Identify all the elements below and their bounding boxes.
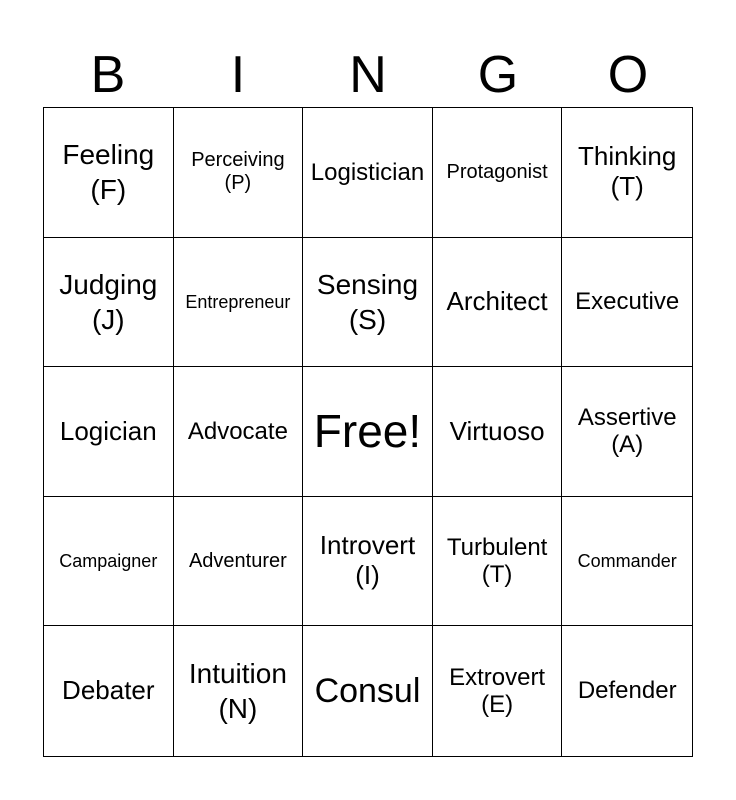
cell-label: Assertive (A) bbox=[577, 403, 677, 459]
bingo-cell[interactable] bbox=[562, 367, 692, 497]
header-letter-g: G bbox=[477, 46, 519, 104]
bingo-cell[interactable] bbox=[174, 626, 304, 756]
cell-label: Consul bbox=[314, 671, 421, 710]
bingo-cell[interactable] bbox=[303, 626, 433, 756]
bingo-cell[interactable] bbox=[303, 238, 433, 368]
cell-label: Introvert (I) bbox=[319, 530, 416, 591]
bingo-header bbox=[43, 44, 693, 106]
bingo-cell[interactable] bbox=[174, 108, 304, 238]
bingo-cell-free[interactable] bbox=[303, 367, 433, 497]
cell-label: Feeling (F) bbox=[62, 139, 155, 206]
bingo-cell[interactable] bbox=[562, 626, 692, 756]
cell-label: Virtuoso bbox=[449, 415, 545, 446]
bingo-cell[interactable] bbox=[303, 497, 433, 627]
cell-label: Architect bbox=[446, 285, 548, 316]
cell-label: Commander bbox=[577, 550, 677, 571]
header-letter-b: B bbox=[90, 46, 126, 104]
bingo-cell[interactable] bbox=[303, 108, 433, 238]
bingo-cell[interactable] bbox=[174, 238, 304, 368]
header-letter-o: O bbox=[607, 46, 649, 104]
cell-label: Judging (J) bbox=[59, 268, 158, 335]
cell-label: Logician bbox=[59, 415, 157, 446]
cell-label: Logistician bbox=[310, 158, 425, 186]
cell-label: Protagonist bbox=[446, 160, 548, 183]
bingo-cell[interactable] bbox=[562, 238, 692, 368]
bingo-cell[interactable] bbox=[44, 626, 174, 756]
bingo-cell[interactable] bbox=[562, 108, 692, 238]
bingo-cell[interactable] bbox=[433, 367, 563, 497]
cell-label: Defender bbox=[577, 677, 677, 705]
bingo-cell[interactable] bbox=[44, 108, 174, 238]
bingo-cell[interactable] bbox=[433, 108, 563, 238]
cell-label: Campaigner bbox=[59, 550, 158, 571]
cell-label: Executive bbox=[575, 288, 680, 316]
cell-label: Entrepreneur bbox=[185, 291, 291, 312]
free-space-label: Free! bbox=[313, 405, 422, 458]
header-letter-n: N bbox=[349, 46, 387, 104]
cell-label: Extrovert (E) bbox=[449, 663, 546, 719]
bingo-cell[interactable] bbox=[562, 497, 692, 627]
bingo-cell[interactable] bbox=[44, 367, 174, 497]
bingo-cell[interactable] bbox=[44, 497, 174, 627]
bingo-cell[interactable] bbox=[174, 367, 304, 497]
bingo-cell[interactable] bbox=[433, 626, 563, 756]
bingo-cell[interactable] bbox=[174, 497, 304, 627]
bingo-cell[interactable] bbox=[433, 238, 563, 368]
bingo-board bbox=[43, 107, 693, 757]
cell-label: Adventurer bbox=[188, 549, 287, 572]
cell-label: Perceiving (P) bbox=[191, 149, 285, 195]
cell-label: Debater bbox=[62, 675, 155, 706]
cell-label: Intuition (N) bbox=[188, 658, 287, 725]
cell-label: Advocate bbox=[187, 417, 288, 445]
cell-label: Sensing (S) bbox=[316, 268, 419, 335]
header-letter-i: I bbox=[230, 46, 246, 104]
bingo-cell[interactable] bbox=[44, 238, 174, 368]
cell-label: Thinking (T) bbox=[578, 141, 677, 202]
bingo-cell[interactable] bbox=[433, 497, 563, 627]
cell-label: Turbulent (T) bbox=[446, 533, 548, 589]
